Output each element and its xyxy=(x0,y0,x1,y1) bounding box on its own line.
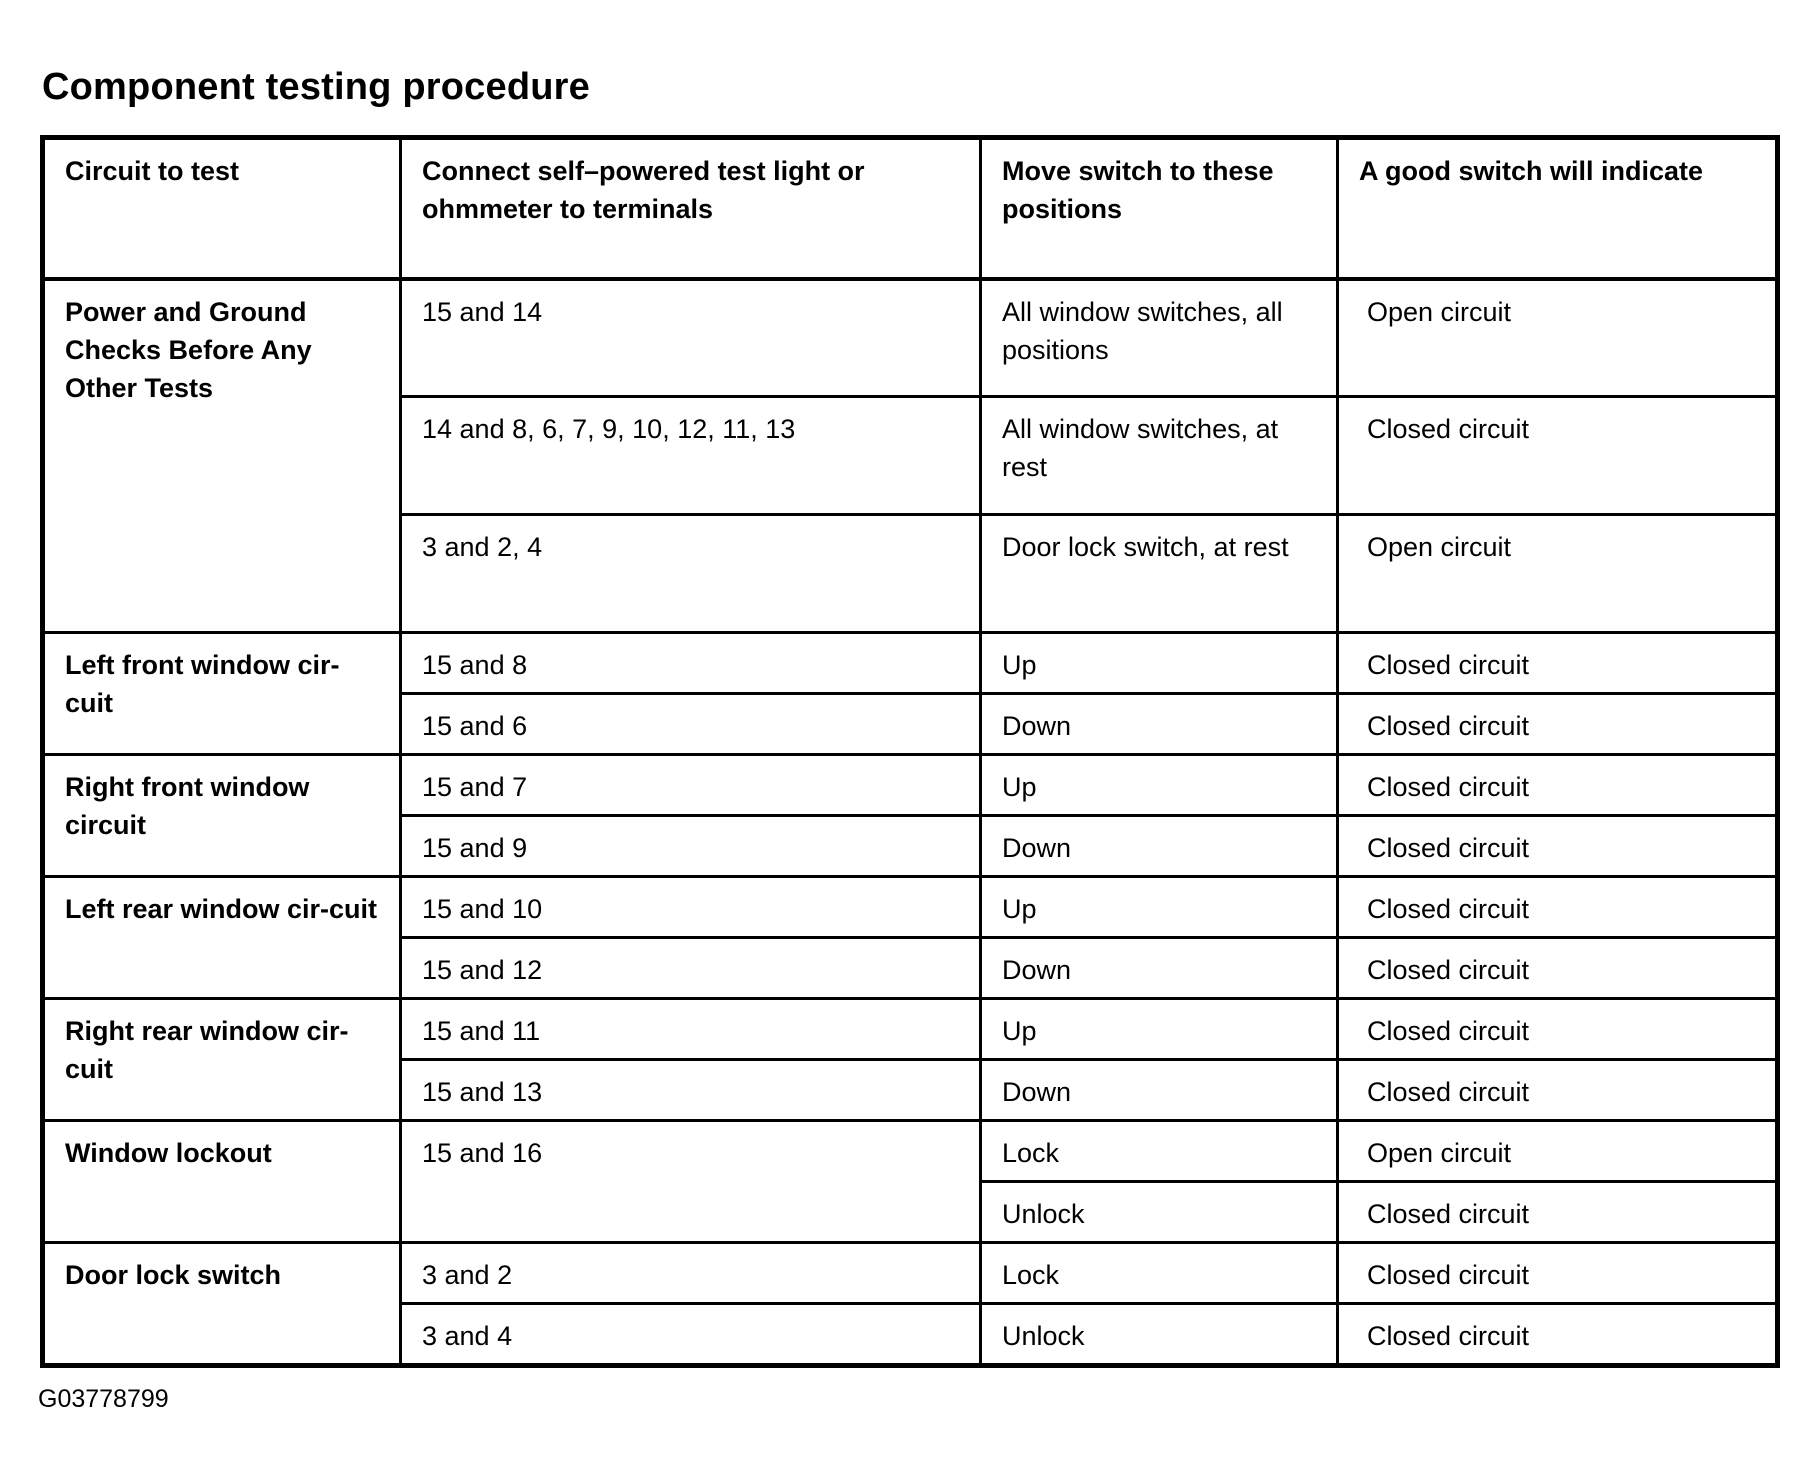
result-cell: Closed circuit xyxy=(1338,877,1778,938)
header-circuit: Circuit to test xyxy=(43,138,401,279)
terminals-cell: 15 and 10 xyxy=(401,877,981,938)
header-positions: Move switch to these positions xyxy=(981,138,1338,279)
position-cell: Door lock switch, at rest xyxy=(981,515,1338,633)
table-row xyxy=(43,279,1778,397)
result-cell: Closed circuit xyxy=(1338,1243,1778,1304)
circuit-name: Door lock switch xyxy=(43,1243,401,1366)
result-cell: Closed circuit xyxy=(1338,1060,1778,1121)
terminals-cell: 15 and 11 xyxy=(401,999,981,1060)
header-result: A good switch will indicate xyxy=(1338,138,1778,279)
table-row xyxy=(43,755,1778,816)
result-cell: Closed circuit xyxy=(1338,633,1778,694)
terminals-cell: 15 and 9 xyxy=(401,816,981,877)
terminals-cell: 3 and 2, 4 xyxy=(401,515,981,633)
circuit-name: Left front window cir-cuit xyxy=(43,633,401,755)
position-cell: All window switches, all positions xyxy=(981,279,1338,397)
position-cell: Unlock xyxy=(981,1304,1338,1366)
position-cell: Up xyxy=(981,877,1338,938)
table-row xyxy=(43,1121,1778,1182)
terminals-cell: 15 and 13 xyxy=(401,1060,981,1121)
position-cell: Up xyxy=(981,633,1338,694)
document-id: G03778799 xyxy=(38,1385,169,1413)
header-terminals: Connect self–powered test light or ohmmeter to terminals xyxy=(401,138,981,279)
result-cell: Closed circuit xyxy=(1338,938,1778,999)
terminals-cell: 3 and 2 xyxy=(401,1243,981,1304)
circuit-name: Power and Ground Checks Before Any Other Tests xyxy=(43,279,401,633)
result-cell: Open circuit xyxy=(1338,1121,1778,1182)
result-cell: Closed circuit xyxy=(1338,999,1778,1060)
circuit-name: Left rear window cir-cuit xyxy=(43,877,401,999)
terminals-cell: 15 and 8 xyxy=(401,633,981,694)
table-row xyxy=(43,999,1778,1060)
position-cell: Lock xyxy=(981,1243,1338,1304)
result-cell: Closed circuit xyxy=(1338,397,1778,515)
position-cell: Down xyxy=(981,816,1338,877)
position-cell: Lock xyxy=(981,1121,1338,1182)
page-title: Component testing procedure xyxy=(42,66,590,108)
result-cell: Closed circuit xyxy=(1338,755,1778,816)
circuit-name: Right front window circuit xyxy=(43,755,401,877)
component-testing-table xyxy=(40,135,1780,1368)
terminals-cell: 15 and 16 xyxy=(401,1121,981,1243)
terminals-cell: 15 and 7 xyxy=(401,755,981,816)
result-cell: Closed circuit xyxy=(1338,694,1778,755)
position-cell: Down xyxy=(981,694,1338,755)
result-cell: Open circuit xyxy=(1338,515,1778,633)
terminals-cell: 15 and 12 xyxy=(401,938,981,999)
position-cell: Unlock xyxy=(981,1182,1338,1243)
position-cell: All window switches, at rest xyxy=(981,397,1338,515)
result-cell: Closed circuit xyxy=(1338,1182,1778,1243)
position-cell: Down xyxy=(981,1060,1338,1121)
terminals-cell: 15 and 6 xyxy=(401,694,981,755)
circuit-name: Window lockout xyxy=(43,1121,401,1243)
position-cell: Down xyxy=(981,938,1338,999)
result-cell: Closed circuit xyxy=(1338,816,1778,877)
table-header-row xyxy=(43,138,1778,279)
table-row xyxy=(43,633,1778,694)
terminals-cell: 15 and 14 xyxy=(401,279,981,397)
terminals-cell: 3 and 4 xyxy=(401,1304,981,1366)
result-cell: Open circuit xyxy=(1338,279,1778,397)
position-cell: Up xyxy=(981,755,1338,816)
position-cell: Up xyxy=(981,999,1338,1060)
terminals-cell: 14 and 8, 6, 7, 9, 10, 12, 11, 13 xyxy=(401,397,981,515)
table-row xyxy=(43,877,1778,938)
circuit-name: Right rear window cir-cuit xyxy=(43,999,401,1121)
table-row xyxy=(43,1243,1778,1304)
result-cell: Closed circuit xyxy=(1338,1304,1778,1366)
